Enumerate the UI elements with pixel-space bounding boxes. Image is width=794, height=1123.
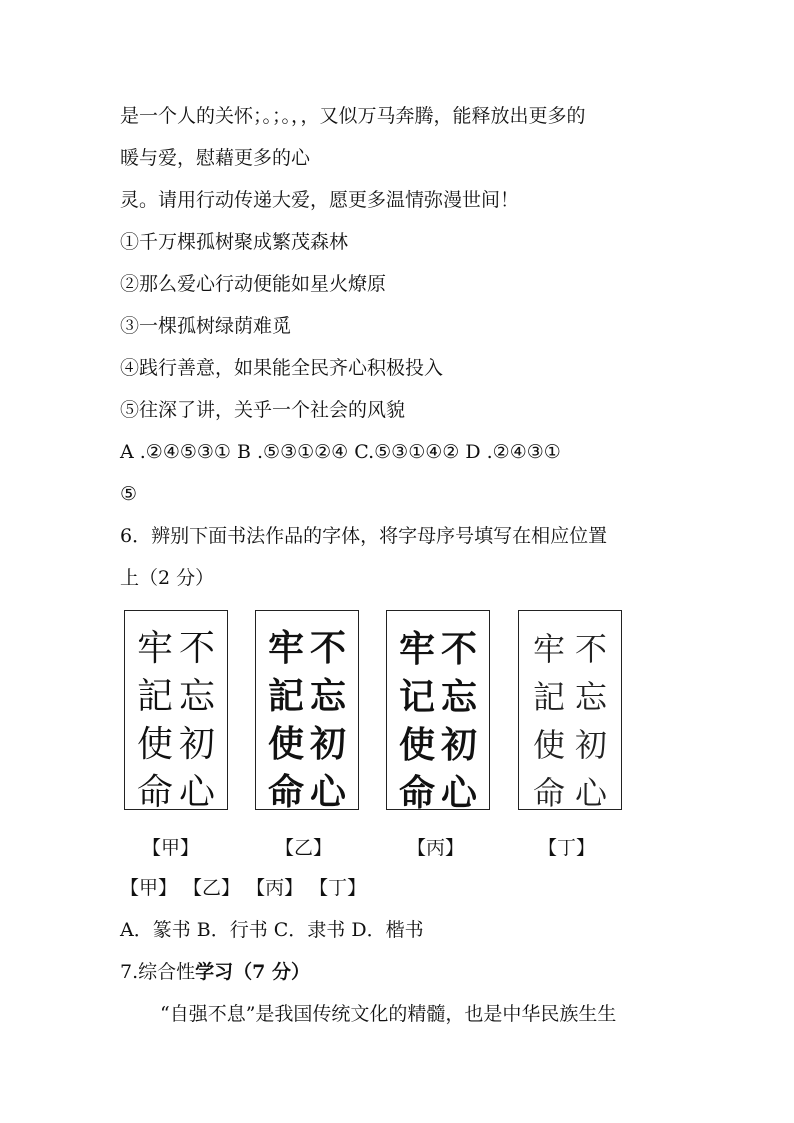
calligraphy-panel-yi [255,610,359,813]
glyph: 命 [136,772,173,813]
panel-label-yi: 【乙】 [275,837,333,859]
passage-line-1: 是一个人的关怀；。；。，，又似万马奔腾，能释放出更多的 [120,105,586,127]
calligraphy-panel-jia [124,610,228,813]
glyph: 初 [309,724,346,765]
glyph: 使 [267,724,304,765]
glyph: 不 [309,628,346,669]
glyph: 初 [178,724,215,765]
glyph: 心 [309,772,346,813]
glyph: 不 [440,628,477,670]
glyph: 牢 [136,628,173,669]
glyph: 牢 [398,628,435,670]
glyph: 使 [532,726,565,764]
glyph: 記 [267,676,304,717]
glyph: 命 [532,774,565,812]
q6-prompt-line-1: 6．辨别下面书法作品的字体，将字母序号填写在相应位置 [120,525,608,547]
passage-line-3: 灵。请用行动传递大爱，愿更多温情弥漫世间！ [120,189,520,211]
sentence-4: ④践行善意，如果能全民齐心积极投入 [120,357,444,379]
glyph: 记 [398,676,435,718]
passage-line-2: 暖与爱，慰藉更多的心 [120,147,311,169]
q7-title-bold: 学习（7 分） [195,961,310,983]
q6-prompt-line-2: 上（2 分） [120,567,215,589]
glyph: 心 [178,772,215,813]
glyph: 心 [574,774,607,812]
glyph: 不 [574,630,607,668]
calligraphy-panel-bing [386,610,490,814]
glyph: 使 [136,724,173,765]
glyph: 忘 [178,676,215,717]
glyph: 命 [398,772,435,814]
glyph: 牢 [532,630,565,668]
q7-title [120,960,310,984]
panel-label-bing: 【丙】 [407,837,465,859]
sentence-3: ③一棵孤树绿荫难觅 [120,315,292,337]
glyph: 命 [267,772,304,813]
q7-intro: “自强不息”是我国传统文化的精髓，也是中华民族生生 [160,1003,617,1025]
q6-answer-line: 【甲】 【乙】 【丙】 【丁】 [120,877,367,899]
q7-title-prefix: 7.综合性 [120,961,196,983]
sentence-5: ⑤往深了讲，关乎一个社会的风貌 [120,399,406,421]
glyph: 忘 [309,676,346,717]
sentence-2: ②那么爱心行动便能如星火燎原 [120,273,387,295]
glyph: 不 [178,628,215,669]
panel-label-jia: 【甲】 [142,837,200,859]
glyph: 忘 [574,678,607,716]
glyph: 記 [136,676,173,717]
sentence-1: ①千万棵孤树聚成繁茂森林 [120,231,349,253]
calligraphy-panel-ding [518,610,622,810]
glyph: 牢 [267,628,304,669]
q5-options-line-1: A .②④⑤③① B .⑤③①②④ C.⑤③①④② D .②④③① [120,441,561,463]
glyph: 忘 [440,676,477,718]
glyph: 使 [398,724,435,766]
panel-label-ding: 【丁】 [538,837,596,859]
glyph: 心 [440,772,477,814]
q5-options-line-2: ⑤ [120,483,138,505]
glyph: 記 [532,678,565,716]
q6-choices: A．篆书 B．行书 C．隶书 D．楷书 [120,919,424,941]
glyph: 初 [440,724,477,766]
glyph: 初 [574,726,607,764]
